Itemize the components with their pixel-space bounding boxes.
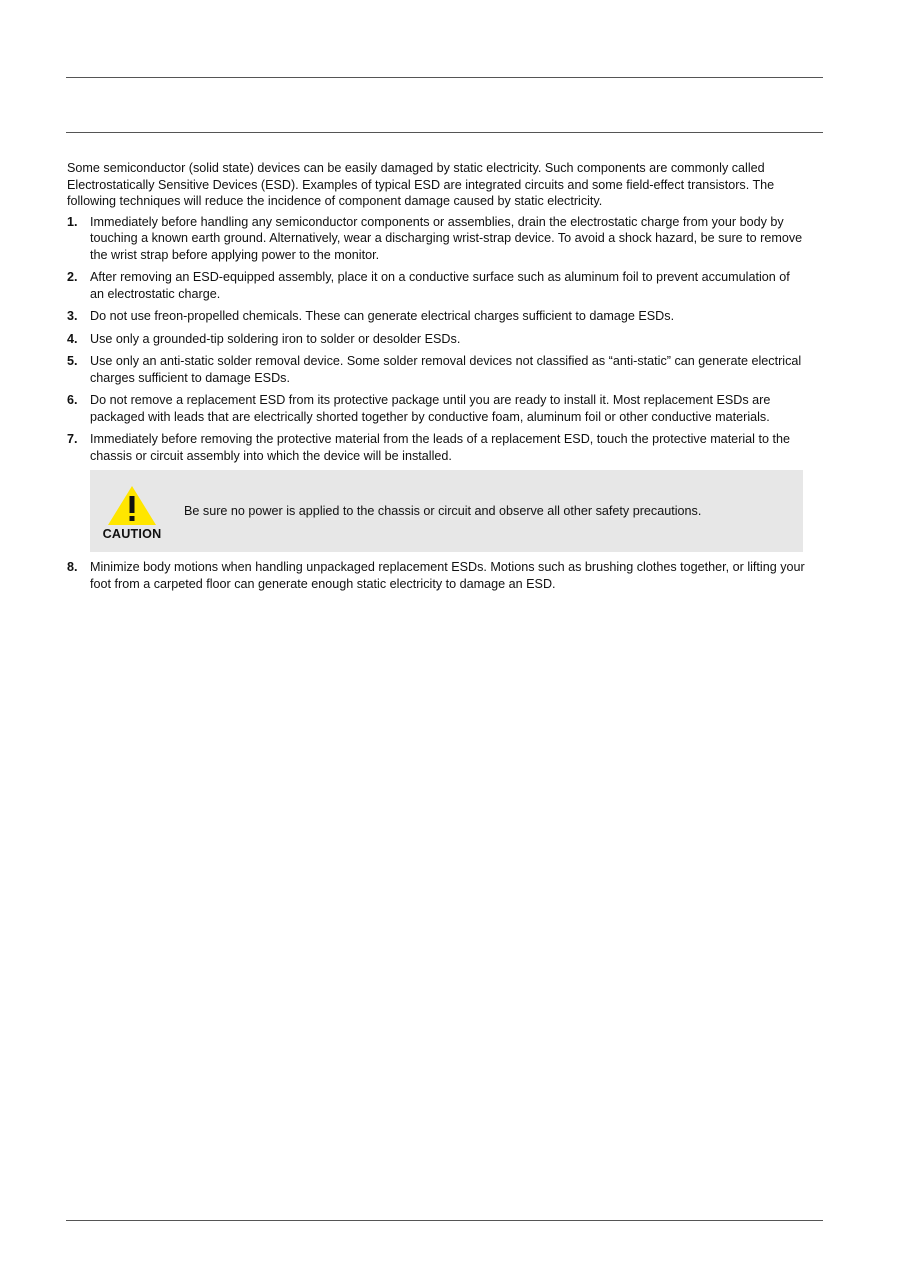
header-rule-top [66,77,823,78]
item-text: Immediately before removing the protective material from the leads of a replacement ESD, touch the protective material to the chassis or circuit assembly into which the device will be installed. [90,432,790,463]
item-number: 6. [67,393,78,407]
item-number: 8. [67,560,78,574]
item-text: Do not use freon-propelled chemicals. These can generate electrical charges sufficient to damage ESDs. [90,309,675,323]
item-text: Immediately before handling any semiconductor components or assemblies, drain the electrostatic charge from your body by touching a known earth ground. Alternatively, wear a discharging wrist-strap device. To avoid a shock hazard, be sure to remove the wrist strap before applying power to the monitor. [90,214,803,262]
item-number: 4. [67,331,78,346]
item-number: 3. [67,309,78,323]
caution-label: CAUTION [102,526,162,541]
list-item-1 [67,214,807,264]
item-number: 7. [67,432,78,446]
list-item-6 [67,392,807,425]
caution-box [90,470,803,552]
item-text: Do not remove a replacement ESD from its protective package until you are ready to install it. Most replacement ESDs are packaged with leads that are electrically shorted together by conductive foam, aluminum foil or other conductive materials. [90,393,771,424]
item-number: 1. [67,214,78,229]
intro-paragraph: Some semiconductor (solid state) devices can be easily damaged by static electricity. Such components are commonly called Electrostatically Sensitive Devices (ESD). Examples of typical ESD are integrated circuits and some field-effect transistors. The following techniques will reduce the incidence of component damage caused by static electricity. [67,161,775,208]
list-item-5 [67,353,807,386]
item-text: Use only a grounded-tip soldering iron to solder or desolder ESDs. [90,331,461,346]
item-text: After removing an ESD-equipped assembly, place it on a conductive surface such as aluminum foil to prevent accumulation of an electrostatic charge. [90,270,790,301]
header-rule-bottom [66,132,823,133]
item-number: 2. [67,270,78,284]
item-text: Minimize body motions when handling unpackaged replacement ESDs. Motions such as brushing clothes together, or lifting your foot from a carpeted floor can generate enough static electricity to damage an ESD. [90,560,805,591]
warning-triangle-icon [106,484,158,526]
item-text: Use only an anti-static solder removal device. Some solder removal devices not classified as “anti-static” can generate electrical charges sufficient to damage ESDs. [90,354,802,385]
list-item-2 [67,269,807,302]
esd-section [67,160,807,598]
list-item-3 [67,308,807,325]
caution-badge [90,482,174,541]
list-item-7 [67,431,807,464]
list-item-8 [67,559,807,592]
caution-text: Be sure no power is applied to the chassis or circuit and observe all other safety precautions. [184,503,702,518]
footer-rule [66,1220,823,1221]
esd-precautions-list [67,214,807,593]
list-item-4 [67,331,807,348]
item-number: 5. [67,354,78,368]
